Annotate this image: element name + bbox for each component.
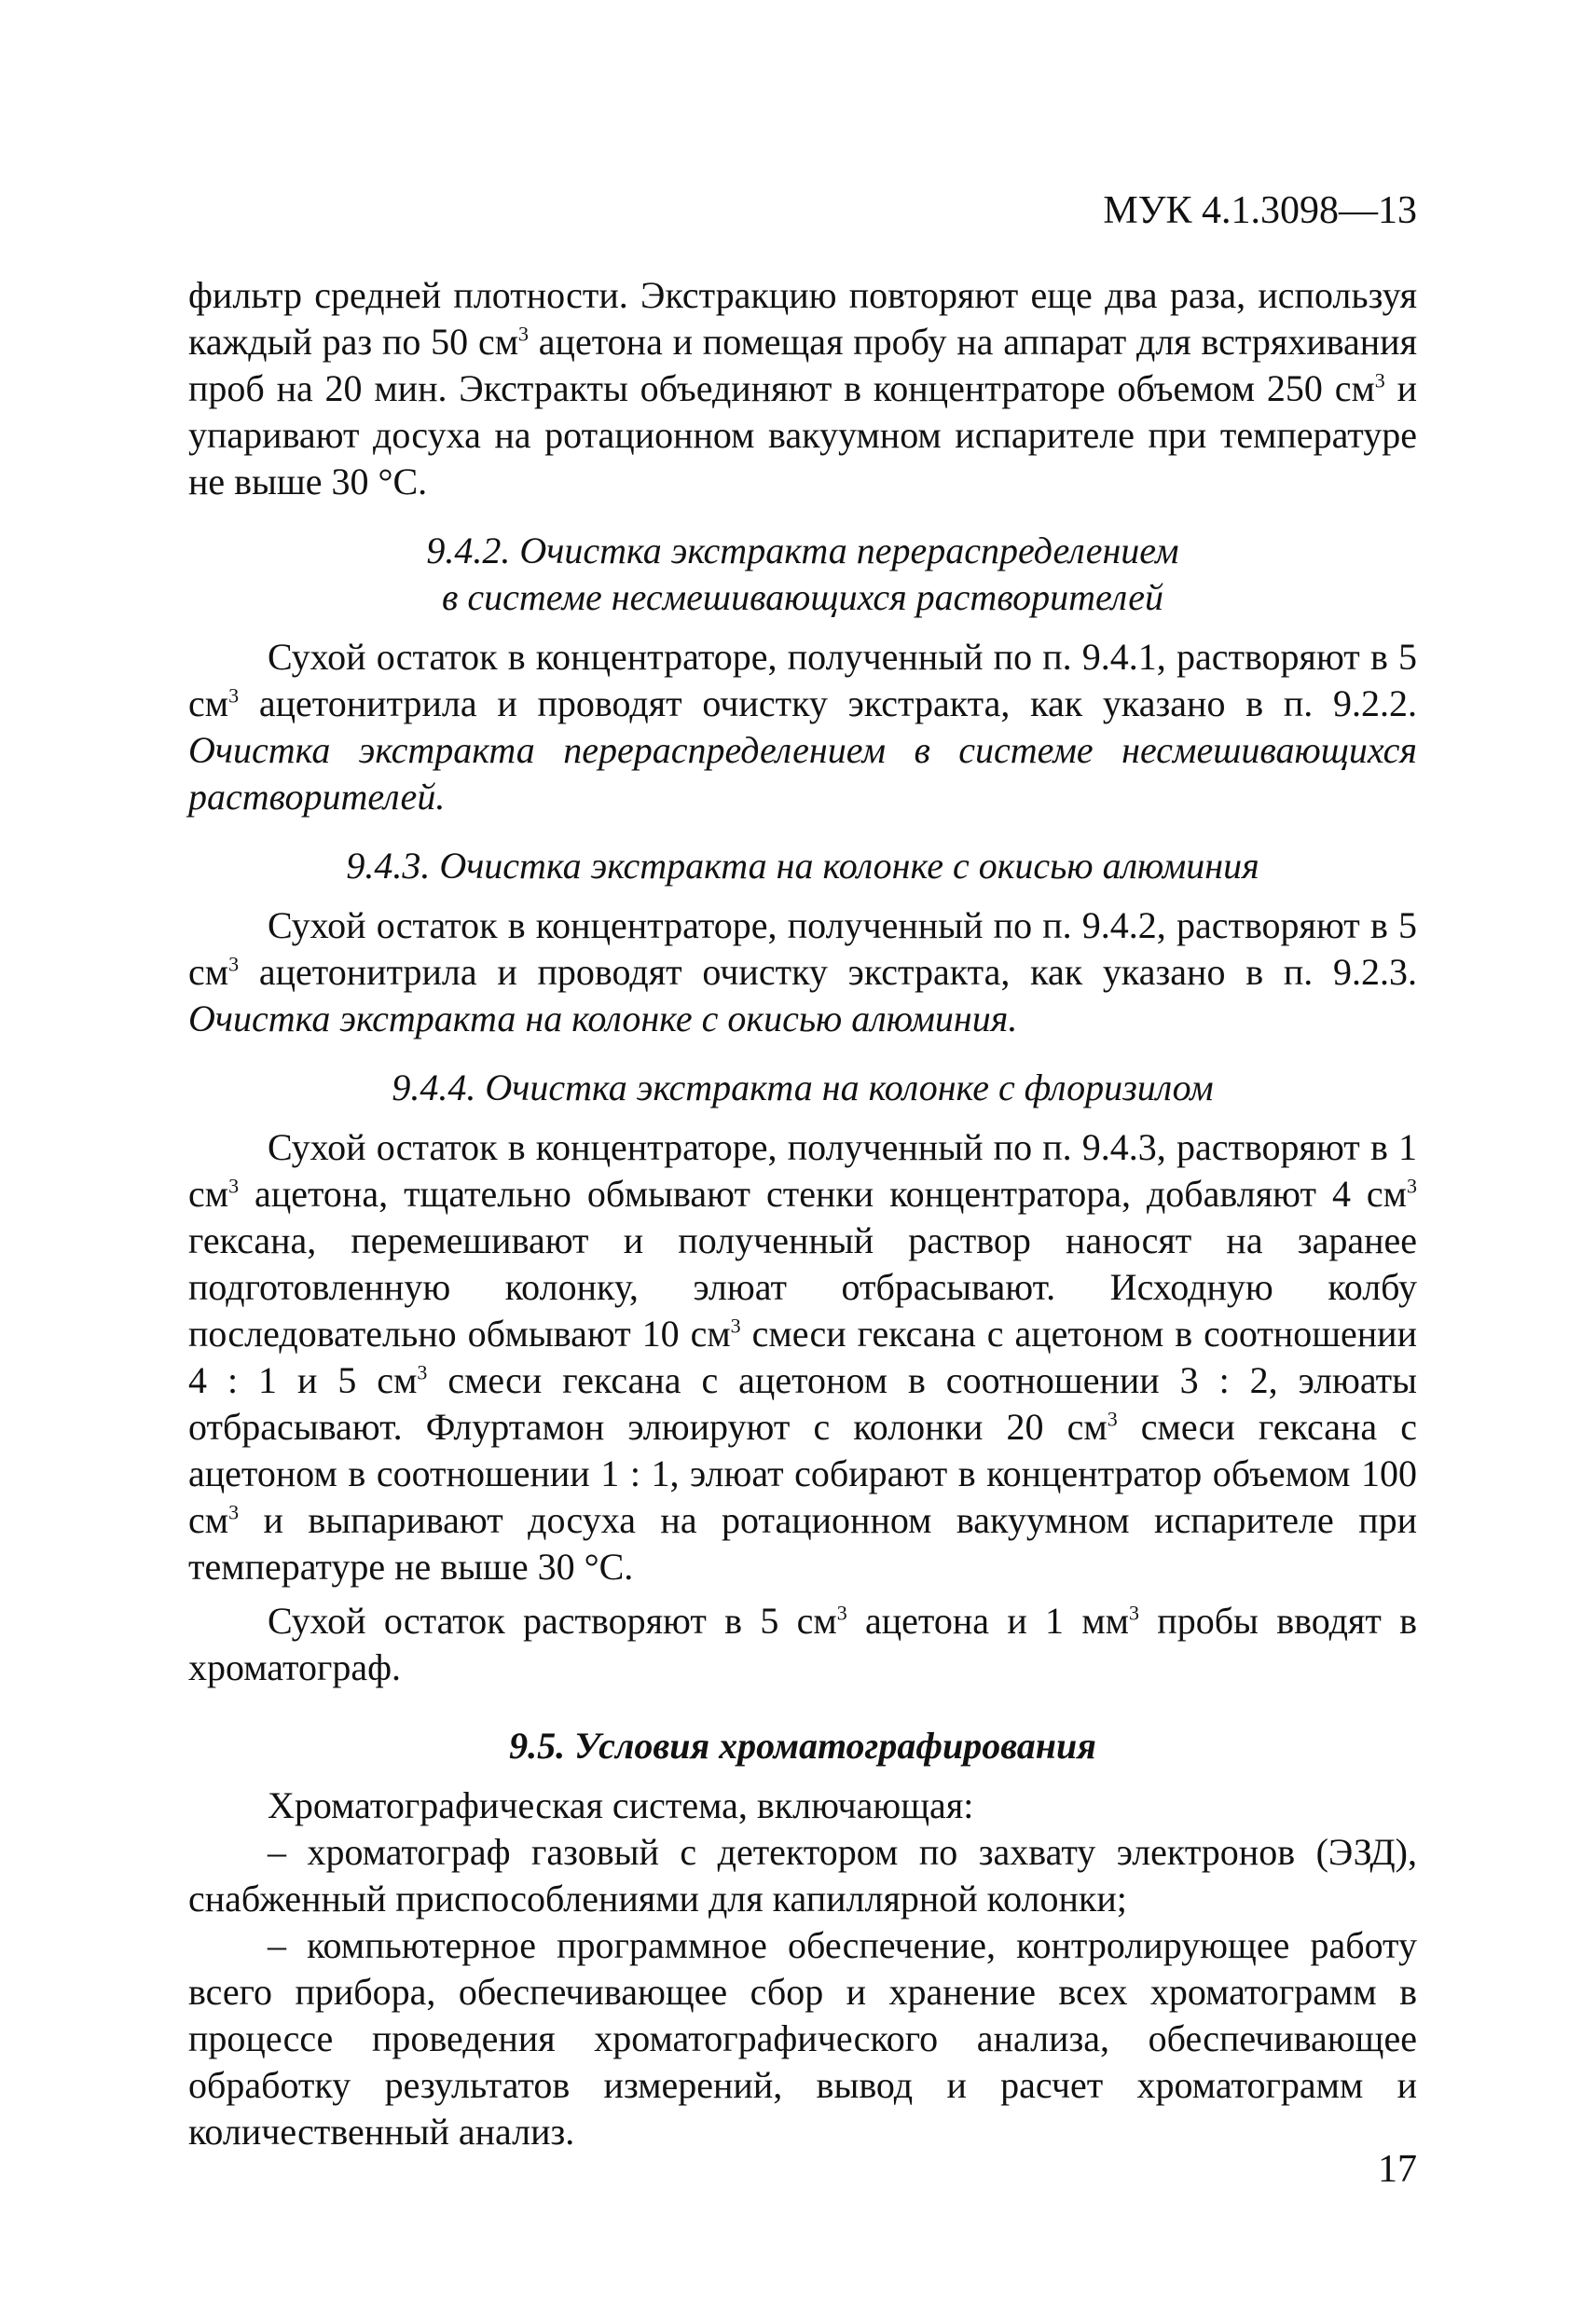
document-content — [188, 272, 1417, 2155]
bullet-item: – компьютерное программное обеспечение, контролирующее работу всего прибора, обеспечивающее сбор и хранение всех хроматограмм в процессе проведения хроматографического анализа, обеспечивающее обработку результатов измерений, вывод и расчет хроматограмм и количественный анализ. — [188, 1924, 1417, 2153]
paragraph-sample-injection: Сухой остаток растворяют в 5 $см^3$ ацетона и 1 $мм^3$ пробы вводят в хроматограф. — [188, 1600, 1417, 1688]
paragraph-944: Сухой остаток в концентраторе, полученный по п. 9.4.3, растворяют в 1 $см^3$ ацетона, тщательно обмывают стенки концентратора, добавляют 4 $см^3$ гексана, перемешивают и полученный раствор наносят на заранее подготовленную колонку, элюат отбрасывают. Исходную колбу последовательно обмывают 10 $см^3$ смеси гексана с ацетоном в соотношении 4 : 1 и 5 $см^3$ смеси гексана с ацетоном в соотношении 3 : 2, элюаты отбрасывают. Флуртамон элюируют с колонки 20 $см^3$ смеси гексана с ацетоном в соотношении 1 : 1, элюат собирают в концентратор объемом 100 $см^3$ и выпаривают досуха на ротационном вакуумном испарителе при температуре не выше 30 °С. — [188, 1126, 1418, 1588]
document-header-code: МУК 4.1.3098—13 — [1103, 189, 1417, 232]
paragraph-system-intro: Хроматографическая система, включающая: — [268, 1784, 974, 1826]
page-number: 17 — [1378, 2148, 1417, 2191]
section-942-heading: 9.4.2. Очистка экстракта перераспределением в системе несмешивающихся растворителей — [426, 530, 1179, 618]
paragraph-943: Сухой остаток в концентраторе, полученный по п. 9.4.2, растворяют в 5 $см^3$ ацетонитрила и проводят очистку экстракта, как указано в п. 9.2.3. Очистка экстракта на колонке с окисью алюминия. — [188, 904, 1417, 1039]
section-944-heading: 9.4.4. Очистка экстракта на колонке с флоризилом — [392, 1067, 1214, 1108]
section-95-heading: 9.5. Условия хроматографирования — [509, 1725, 1096, 1767]
section-943-heading: 9.4.3. Очистка экстракта на колонке с окисью алюминия — [346, 845, 1259, 887]
paragraph-942: Сухой остаток в концентраторе, полученный по п. 9.4.1, растворяют в 5 $см^3$ ацетонитрила и проводят очистку экстракта, как указано в п. 9.2.2. Очистка экстракта перераспределением в системе несмешивающихся растворителей. — [188, 636, 1417, 818]
paragraph-extraction: фильтр средней плотности. Экстракцию повторяют еще два раза, используя каждый раз по 50 $см^3$ ацетона и помещая пробу на аппарат для встряхивания проб на 20 мин. Экстракты объединяют в концентраторе объемом 250 $см^3$ и упаривают досуха на ротационном вакуумном испарителе при температуре не выше 30 °С. — [188, 274, 1417, 502]
bullet-item: – хроматограф газовый с детектором по захвату электронов (ЭЗД), снабженный приспособлениями для капиллярной колонки; — [188, 1831, 1417, 1920]
